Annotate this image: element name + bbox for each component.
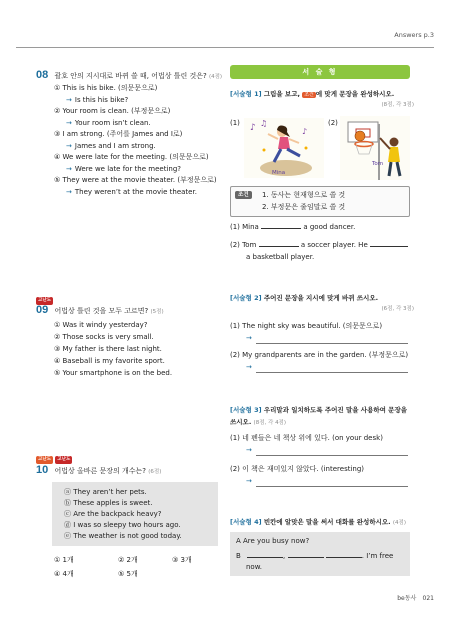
question-number: 09 [36, 304, 49, 316]
s2-points: (6점, 각 3점) [381, 306, 414, 312]
s2-item-1: (1) The night sky was beautiful. (의문문으로) [230, 322, 383, 330]
s1-answer-1: (1) Mina a good dancer. [230, 223, 356, 231]
blank-input[interactable] [259, 240, 299, 247]
s1-points: (8점, 각 3점) [381, 102, 414, 108]
question-10 [36, 464, 161, 478]
arrow-icon: → [66, 95, 72, 104]
question-text: 어법상 틀린 것을 모두 고르면? [54, 307, 149, 315]
option-answer: → Were we late for the meeting? [66, 164, 181, 173]
option: ② Those socks is very small. [54, 333, 154, 341]
choice-2[interactable]: ② 2개 [118, 556, 138, 564]
choice-4[interactable]: ④ 4개 [54, 570, 74, 578]
arrow-icon: → [66, 164, 72, 173]
svg-text:♫: ♫ [260, 119, 268, 128]
picture-dancing-girl [244, 118, 324, 178]
condition-2: 2. 부정문은 줄임말로 쓸 것 [262, 203, 346, 211]
question-text: 괄호 안의 지시대로 바뀌 쓸 때, 어법상 틀린 것은? [54, 72, 207, 80]
answers-reference: Answers p.3 [394, 31, 434, 39]
s3-item-1: (1) 네 펜들은 네 책상 위에 있다. (on your desk) [230, 434, 383, 442]
option-answer: → Your room isn’t clean. [66, 118, 151, 127]
option: ③ My father is there last night. [54, 345, 162, 353]
option: ⑤ Your smartphone is on the bed. [54, 369, 173, 377]
arrow-icon: → [246, 363, 252, 371]
question-08 [36, 69, 222, 83]
s1-heading: [서술형 1] 그림을 보고, 조건 에 맞게 문장을 완성하시오. [230, 90, 395, 98]
box-sentence: ⓐ They aren’t her pets. [64, 488, 147, 496]
arrow-icon: → [66, 187, 72, 196]
condition-1: 1. 동사는 현재형으로 쓸 것 [262, 191, 346, 199]
box-sentence: ⓒ Are the backpack heavy? [64, 510, 162, 518]
blank-input[interactable] [326, 551, 362, 558]
picture-basketball [340, 116, 410, 180]
svg-text:♪: ♪ [250, 123, 256, 133]
q08-options [54, 84, 254, 199]
blank-input[interactable] [261, 222, 301, 229]
answer-line[interactable] [256, 372, 408, 373]
option-answer: → James and I am strong. [66, 141, 156, 150]
svg-text:♪: ♪ [302, 127, 308, 136]
question-points: (6점) [148, 469, 162, 475]
picture-1-caption: Mina [272, 170, 286, 176]
s1-answer-2-cont: a basketball player. [246, 253, 315, 261]
picture-2-caption: Tom [372, 161, 384, 167]
s1-label: [서술형 1] [230, 90, 262, 98]
blank-input[interactable] [247, 551, 283, 558]
choice-3[interactable]: ③ 3개 [172, 556, 192, 564]
s3-heading-2: 쓰시오. (8점, 각 4점) [230, 418, 287, 426]
arrow-icon: → [246, 446, 252, 454]
picture-2-number: (2) [328, 119, 338, 127]
arrow-icon: → [246, 334, 252, 342]
s4-heading: [서술형 4] 빈칸에 알맞은 말을 써서 대화를 완성하시오. (4점) [230, 518, 406, 526]
option: ② Your room is clean. (부정문으로) [54, 107, 171, 115]
condition-chip: 조건 [304, 92, 314, 98]
choice-1[interactable]: ① 1개 [54, 556, 74, 564]
box-sentence: ⓓ I was so sleepy two hours ago. [64, 521, 181, 529]
option: ① Was it windy yesterday? [54, 321, 148, 329]
option-answer: → Is this his bike? [66, 95, 129, 104]
condition-tag: 조건 [235, 190, 252, 199]
question-number: 10 [36, 464, 49, 476]
header-divider [16, 47, 434, 48]
s2-heading: [서술형 2] 주어진 문장을 지시에 맞게 바뀌 쓰시오. [230, 294, 379, 302]
difficulty-tag: 고난도 [38, 298, 52, 303]
box-sentence: ⓔ The weather is not good today. [64, 532, 182, 540]
picture-1-number: (1) [230, 119, 240, 127]
answer-line[interactable] [256, 343, 408, 344]
question-points: (4점) [208, 74, 223, 80]
page-number: 021 [422, 595, 434, 602]
question-09 [36, 304, 164, 318]
question-number: 08 [36, 69, 49, 81]
dialogue-b: B , . I’m free [236, 552, 394, 560]
box-sentence: ⓑ These apples is sweet. [64, 499, 153, 507]
answer-line[interactable] [256, 455, 408, 456]
section-header: 서 술 형 [230, 65, 410, 79]
s3-heading: [서술형 3] 우리말과 일치하도록 주어진 말을 사용하여 문장을 [230, 406, 408, 414]
blank-input[interactable] [288, 551, 324, 558]
question-points: (5점) [150, 309, 164, 315]
arrow-icon: → [246, 477, 252, 485]
dialogue-b-cont: now. [246, 563, 263, 571]
s1-answer-2: (2) Tom a soccer player. He [230, 240, 408, 250]
option: ③ I am strong. (주어를 James and I로) [54, 130, 183, 138]
footer [397, 594, 434, 603]
question-text: 어법상 올바른 문장의 개수는? [54, 467, 147, 475]
q09-options [54, 321, 172, 381]
s2-item-2: (2) My grandparents are in the garden. (부정문으로) [230, 351, 409, 359]
arrow-icon: → [66, 118, 72, 127]
option-answer: → They weren’t at the movie theater. [66, 187, 197, 196]
dialogue-a: A Are you busy now? [236, 537, 310, 545]
choice-5[interactable]: ⑤ 5개 [118, 570, 138, 578]
blank-input[interactable] [370, 240, 408, 247]
arrow-icon: → [66, 141, 72, 150]
option: ⑤ They were at the movie theater. (부정문으로) [54, 176, 217, 184]
answer-line[interactable] [256, 486, 408, 487]
option: ④ We were late for the meeting. (의문문으로) [54, 153, 209, 161]
footer-label: be동사 [397, 595, 417, 602]
q10-sentence-box [52, 482, 218, 546]
option: ① This is his bike. (의문문으로) [54, 84, 158, 92]
option: ④ Baseball is my favorite sport. [54, 357, 165, 365]
s3-item-2: (2) 이 책은 재미있지 않았다. (interesting) [230, 465, 365, 473]
difficulty-tags: 고난도 고난도 [38, 457, 71, 462]
